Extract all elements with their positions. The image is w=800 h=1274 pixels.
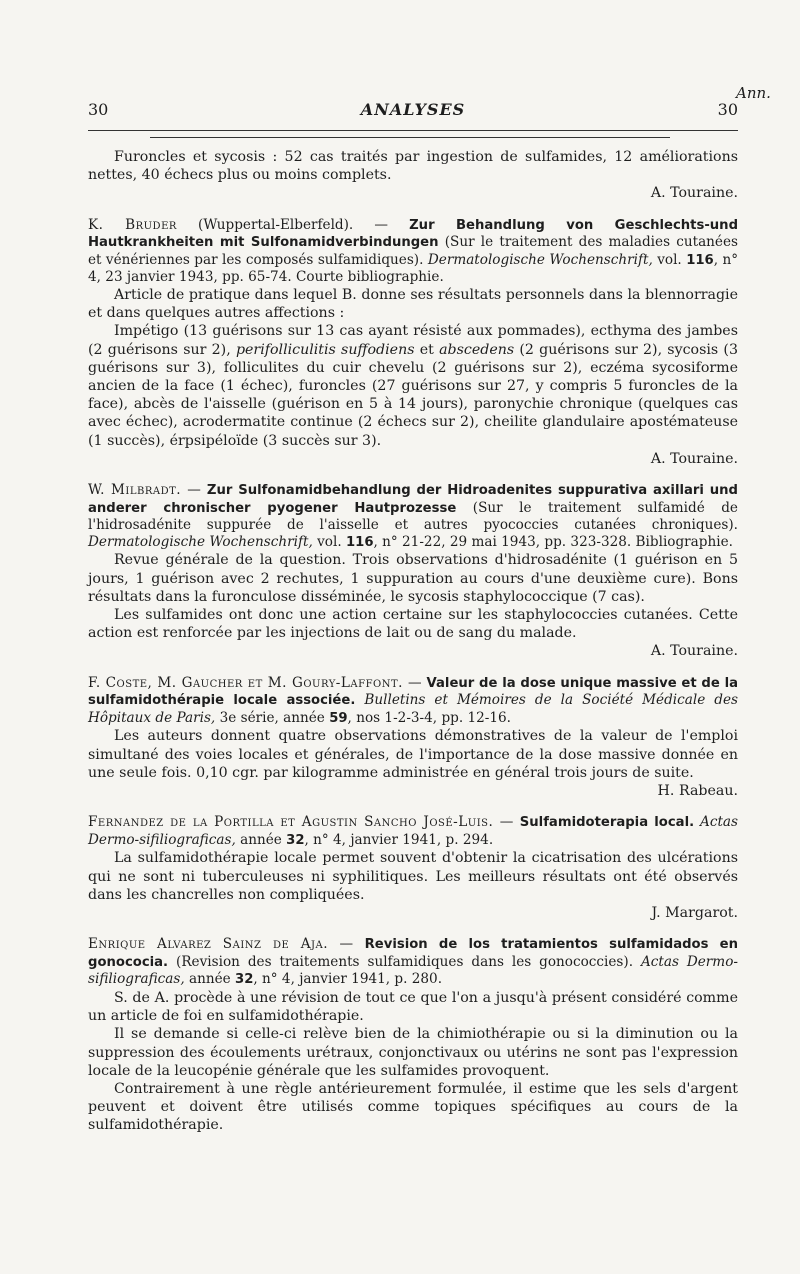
article-title: Valeur de la dose unique massive et de la sulfamidothérapie locale associée. <box>88 675 738 709</box>
article-reference <box>88 217 738 286</box>
journal-name: Dermatologische Wochenschrift, <box>427 251 653 268</box>
signature: A. Touraine. <box>650 643 738 660</box>
issue-info: , nos 1-2-3-4, pp. 12-16. <box>347 709 511 726</box>
author: W. Milbradt. — <box>88 482 202 499</box>
article-title: Zur Sulfonamidbehandlung der Hidroadenites suppurativa axillari und anderer chronischer pyogener Hautprozesse <box>88 483 738 516</box>
article-paragraph: Revue générale de la question. Trois observations d'hidrosadénite (1 guérison en 5 jours, 1 guérison avec 2 rechutes, 1 suppuration au cours d'une deuxième cure). Bons résultats dans la furonculose disséminée, le sycosis staphylococcique (7 cas). <box>88 552 738 605</box>
intro-paragraph: Furoncles et sycosis : 52 cas traités par ingestion de sulfamides, 12 améliorations nettes, 40 échecs plus ou moins complets. <box>88 149 738 184</box>
signature: A. Touraine. <box>650 450 738 467</box>
text-run: (2 guérisons sur 2), sycosis (3 guérisons sur 3), folliculites du cuir chevelu (2 guérisons sur 2), eczéma sycosiforme ancien de la face (1 échec), furoncles (27 guérisons sur 27, y compris 5 furoncles de la face), abcès de l'aisselle (guérison en 5 à 14 jours), paronychie chronique (quelques cas avec échec), acrodermatite continue (2 échecs sur 2), cheilite glandulaire apostémateuse (1 succès), érpsipéloïde (3 succès sur 3). <box>88 341 738 449</box>
journal-name: Dermatologische Wochenschrift, <box>88 533 313 550</box>
journal-name: Actas Dermo-sifiliograficas, <box>88 953 738 988</box>
page-number: 30 <box>88 100 109 119</box>
article-paragraph: Il se demande si celle-ci relève bien de la chimiothérapie ou si la diminution ou la suppression des écoulements urétraux, conjonctivaux ou utérins ne sont pas l'expression locale de la leucopénie générale que les sulfamides provoquent. <box>88 1026 738 1079</box>
title-translation: (Revision des traitements sulfamidiques dans les gonococcies). <box>176 953 634 970</box>
running-title: ANALYSES <box>360 100 466 119</box>
volume-label: vol. <box>317 533 342 550</box>
author: K. Bruder <box>88 216 177 233</box>
signature: H. Rabeau. <box>657 783 738 799</box>
affiliation: (Wuppertal-Elberfeld). — <box>198 216 388 233</box>
page-body <box>88 148 738 1135</box>
article-paragraph: Contrairement à une règle antérieurement formulée, il estime que les sels d'argent peuvent et doivent être utilisés comme topiques spécifiques au cours de la sulfamidothérapie. <box>88 1081 738 1134</box>
corner-annotation: Ann. <box>736 84 771 102</box>
article-paragraph: Article de pratique dans lequel B. donne ses résultats personnels dans la blennorragie et dans quelques autres affections : <box>88 286 738 322</box>
year-number: 32 <box>235 972 254 988</box>
year-label: année <box>189 971 231 988</box>
text-run: et <box>419 341 434 358</box>
title-translation: (Sur le traitement des maladies cutanées et vénériennes par les composés sulfamidiques). <box>88 234 738 268</box>
year-label: année <box>240 831 282 848</box>
authors: Fernandez de la Portilla et Agustin Sancho José-Luis. — <box>88 814 514 831</box>
year-number: 32 <box>286 832 305 848</box>
text-run: Impétigo (13 guérisons sur 13 cas ayant résisté aux pommades), ecthyma des jambes (2 guérisons sur 2), <box>88 323 738 358</box>
article-paragraph: Les auteurs donnent quatre observations démonstratives de la valeur de l'emploi simultané des voies locales et générales, de l'importance de la dose massive donnée en une seule fois. 0,10 cgr. par kilogramme administrée en général trois jours de suite. <box>88 728 738 781</box>
series-info: 3e série, année <box>219 709 325 726</box>
page-number-right: 30 <box>717 100 738 119</box>
authors: Enrique Alvarez Sainz de Aja. — <box>88 936 354 953</box>
latin-term: abscedens <box>439 341 515 358</box>
article-paragraph <box>88 322 738 449</box>
article-reference <box>88 814 738 849</box>
article-reference <box>88 675 738 728</box>
title-translation: (Sur le traitement sulfamidé de l'hidrosadénite suppurée de l'aisselle et autres pyococcies cutanées chroniques). <box>88 499 738 534</box>
authors: F. Coste, M. Gaucher et M. Goury-Laffont. — <box>88 674 423 691</box>
journal-name: Actas Dermo-sifiliograficas, <box>88 814 739 848</box>
year-number: 59 <box>329 710 348 726</box>
article-title: Zur Behandlung von Geschlechts-und Hautkrankheiten mit Sulfonamidverbindungen <box>88 217 739 251</box>
article-title: Revision de los tratamientos sulfamidados en gonococia. <box>88 937 739 970</box>
volume-label: vol. <box>657 251 682 268</box>
article-reference <box>88 936 738 989</box>
header-rule-secondary <box>150 137 670 138</box>
issue-info: , n° 4, janvier 1941, p. 294. <box>304 831 494 848</box>
journal-name: Bulletins et Mémoires de la Société Médicale des Hôpitaux de Paris, <box>88 692 739 726</box>
issue-info: , n° 21-22, 29 mai 1943, pp. 323-328. Bibliographie. <box>373 533 733 550</box>
article-title: Sulfamidoterapia local. <box>519 815 695 831</box>
issue-info: , n° 4, janvier 1941, p. 280. <box>253 971 443 988</box>
article-paragraph: S. de A. procède à une révision de tout ce que l'on a jusqu'à présent considéré comme un article de foi en sulfamidothérapie. <box>88 989 738 1025</box>
issue-info: , n° 4, 23 janvier 1943, pp. 65-74. Courte bibliographie. <box>88 251 739 286</box>
volume-number: 116 <box>345 534 374 550</box>
volume-number: 116 <box>686 252 714 268</box>
signature: J. Margarot. <box>651 905 738 921</box>
running-header <box>88 100 738 122</box>
header-rule <box>88 130 738 131</box>
article-reference <box>88 482 738 551</box>
article-paragraph: La sulfamidothérapie locale permet souvent d'obtenir la cicatrisation des ulcérations qui ne sont ni tuberculeuses ni syphilitiques. Les meilleurs résultats ont été observés dans les chancrelles non compliquées. <box>88 850 738 903</box>
latin-term: perifolliculitis suffodiens <box>235 341 415 358</box>
article-paragraph: Les sulfamides ont donc une action certaine sur les staphylococcies cutanées. Cette action est renforcée par les injections de lait ou de sang du malade. <box>88 607 738 642</box>
signature: A. Touraine. <box>650 185 738 202</box>
